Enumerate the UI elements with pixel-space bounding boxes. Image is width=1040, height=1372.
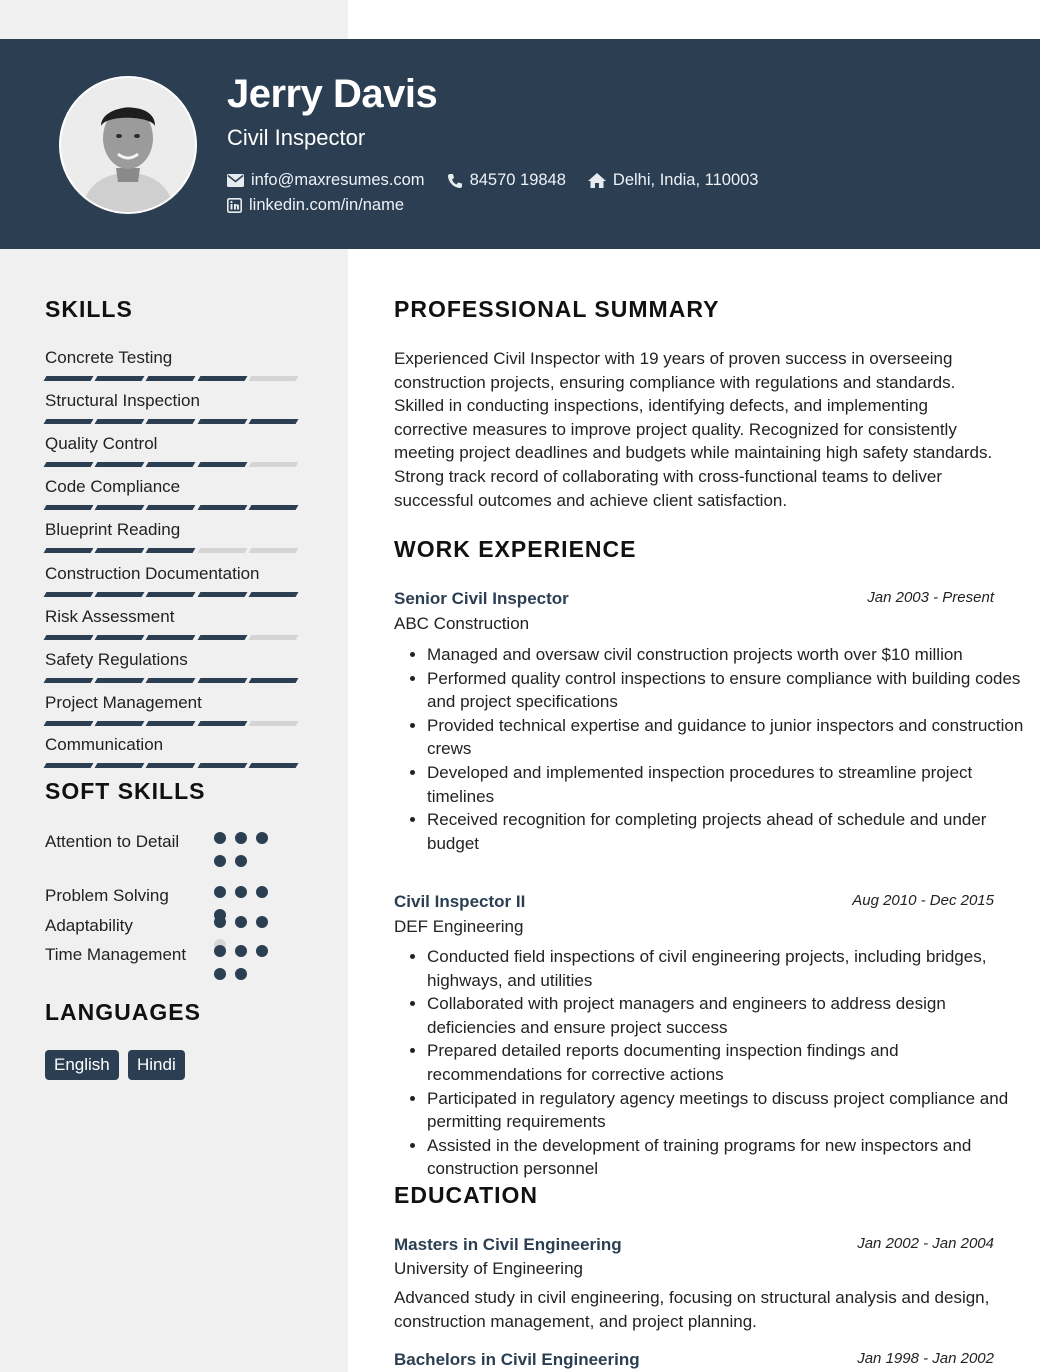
skill-level-segment [44,678,94,683]
rating-dot [214,968,226,980]
skill-item [45,347,301,381]
skill-level-segment [146,376,196,381]
skill-name: Risk Assessment [45,607,175,626]
skill-level-segment [146,462,196,467]
skill-level-bar [45,721,301,726]
skill-level-bar [45,419,301,424]
rating-dot [235,916,247,928]
degree-dates: Jan 2002 - Jan 2004 [857,1235,994,1252]
skill-level-segment [44,763,94,768]
list-item: • Assisted in the development of training programs for new inspectors and construction personnel [427,1134,1027,1181]
skill-level-bar [45,462,301,467]
skill-item [45,563,301,597]
rating-dot [256,886,268,898]
skill-level-segment [44,635,94,640]
skill-level-segment [44,505,94,510]
list-item: • Prepared detailed reports documenting inspection findings and recommendations for corrective actions [427,1039,1027,1086]
job-bullets [394,945,1027,1181]
skill-level-segment [95,505,145,510]
phone-icon [447,173,463,189]
skill-level-segment [248,505,298,510]
skill-name: Concrete Testing [45,348,173,367]
list-item: • Conducted field inspections of civil engineering projects, including bridges, highways, and utilities [427,945,1027,992]
skill-level-segment [95,376,145,381]
skill-name: Blueprint Reading [45,520,181,539]
skill-level-segment [44,462,94,467]
skill-level-bar [45,376,301,381]
skill-level-segment [146,419,196,424]
linkedin-text: linkedin.com/in/name [249,196,404,214]
language-badge-hindi: Hindi [128,1050,185,1080]
rating-dot [256,945,268,957]
list-item: • Collaborated with project managers and engineers to address design deficiencies and ensure project success [427,992,1027,1039]
rating-dot [214,916,226,928]
list-item: • Managed and oversaw civil construction projects worth over $10 million [427,643,1027,667]
skill-level-segment [44,721,94,726]
profile-photo [59,76,197,214]
soft-skill-name: Adaptability [45,916,133,935]
soft-skill-name: Time Management [45,945,187,964]
skill-level-bar [45,592,301,597]
degree-dates: Jan 1998 - Jan 2002 [857,1350,994,1367]
soft-skill-name: Attention to Detail [45,832,180,851]
experience-heading: WORK EXPERIENCE [394,536,637,562]
skill-item [45,519,301,553]
skill-name: Code Compliance [45,477,181,496]
list-item: • Received recognition for completing projects ahead of schedule and under budget [427,808,1027,855]
linkedin-icon [227,198,242,213]
skill-level-segment [248,419,298,424]
skill-level-segment [44,548,94,553]
skill-item [45,692,301,726]
skill-level-segment [197,635,247,640]
contact-phone[interactable] [447,171,566,190]
skill-level-segment [197,763,247,768]
skill-level-segment [95,721,145,726]
skill-level-bar [45,548,301,553]
skill-name: Communication [45,735,164,754]
skill-level-segment [146,635,196,640]
skill-name: Structural Inspection [45,391,200,410]
job-dates: Jan 2003 - Present [867,589,994,606]
skill-name: Safety Regulations [45,650,188,669]
contact-location [588,171,759,190]
languages-heading: LANGUAGES [45,999,201,1025]
list-item: • Provided technical expertise and guidance to junior inspectors and construction crews [427,714,1027,761]
skill-name: Project Management [45,693,202,712]
skill-item [45,476,301,510]
skill-item [45,606,301,640]
location-text: Delhi, India, 110003 [612,171,759,189]
skill-level-segment [146,721,196,726]
job-title: Senior Civil Inspector [394,589,569,608]
skill-name: Construction Documentation [45,564,260,583]
skill-level-segment [248,462,298,467]
skill-level-segment [248,376,298,381]
soft-skills-heading: SOFT SKILLS [45,778,206,804]
list-item: • Performed quality control inspections to ensure compliance with building codes and project specifications [427,667,1027,714]
skill-level-segment [248,548,298,553]
degree-title: Bachelors in Civil Engineering [394,1350,640,1369]
skill-level-segment [44,592,94,597]
skill-level-segment [146,548,196,553]
rating-dot [214,945,226,957]
rating-dot [235,886,247,898]
education-heading: EDUCATION [394,1182,539,1208]
soft-skill-name: Problem Solving [45,886,169,905]
job-company: DEF Engineering [394,917,524,936]
skill-level-segment [95,678,145,683]
skill-level-segment [95,592,145,597]
skill-name: Quality Control [45,434,158,453]
skill-level-segment [248,678,298,683]
skill-level-segment [95,419,145,424]
skill-level-segment [197,505,247,510]
skill-level-bar [45,635,301,640]
skill-level-segment [248,635,298,640]
skill-item [45,433,301,467]
skill-level-segment [197,419,247,424]
contact-email[interactable] [227,171,425,190]
skill-level-segment [248,592,298,597]
skill-level-segment [146,678,196,683]
phone-text: 84570 19848 [469,171,566,189]
rating-dot [235,832,247,844]
skill-level-segment [197,462,247,467]
summary-heading: PROFESSIONAL SUMMARY [394,296,720,322]
email-text: info@maxresumes.com [251,171,425,189]
rating-dot [235,968,247,980]
skill-level-segment [197,592,247,597]
candidate-name: Jerry Davis [227,72,438,116]
skill-level-bar [45,763,301,768]
skill-item [45,649,301,683]
skill-level-segment [197,548,247,553]
skills-heading: SKILLS [45,296,133,322]
rating-dot [235,945,247,957]
summary-text: Experienced Civil Inspector with 19 years of proven success in overseeing construction projects, ensuring compliance with regulations and standards. Skilled in conducting inspections, identifying defects, and implementing corrective measures to improve project quality. Recognized for consistently meeting project deadlines and budgets while maintaining high safety standards. Strong track record of collaborating with cross-functional teams to deliver successful outcomes and achieve client satisfaction. [394,349,993,510]
skill-level-segment [197,678,247,683]
contact-info [227,168,780,218]
header-banner [0,39,1040,249]
degree-description: Advanced study in civil engineering, focusing on structural analysis and design, construction management, and project planning. [394,1288,990,1331]
list-item: • Developed and implemented inspection procedures to streamline project timelines [427,761,1027,808]
rating-dot [214,886,226,898]
rating-dot [256,832,268,844]
skill-level-segment [248,763,298,768]
skill-item [45,390,301,424]
language-badge-english: English [45,1050,119,1080]
skill-level-segment [95,763,145,768]
rating-dot [235,855,247,867]
skill-level-segment [44,376,94,381]
job-dates: Aug 2010 - Dec 2015 [852,892,994,909]
job-bullets [394,643,1027,855]
skill-level-bar [45,505,301,510]
skill-level-segment [95,635,145,640]
skill-level-segment [146,763,196,768]
skill-level-segment [146,592,196,597]
rating-dot [214,855,226,867]
skill-level-segment [95,548,145,553]
job-title: Civil Inspector II [394,892,526,911]
skill-level-segment [44,419,94,424]
home-icon [588,173,606,188]
rating-dot [256,916,268,928]
rating-dot [214,832,226,844]
soft-skill-rating [214,945,294,991]
soft-skill-rating [214,832,294,878]
skill-item [45,734,301,768]
envelope-icon [227,174,244,187]
contact-linkedin[interactable] [227,196,404,215]
skill-level-bar [45,678,301,683]
job-company: ABC Construction [394,614,530,633]
degree-title: Masters in Civil Engineering [394,1235,622,1254]
skill-level-segment [197,721,247,726]
school-name: University of Engineering [394,1259,583,1278]
skill-level-segment [146,505,196,510]
skill-level-segment [95,462,145,467]
skill-level-segment [197,376,247,381]
skill-level-segment [248,721,298,726]
list-item: • Participated in regulatory agency meetings to discuss project compliance and permitting requirements [427,1087,1027,1134]
candidate-title: Civil Inspector [227,125,366,150]
